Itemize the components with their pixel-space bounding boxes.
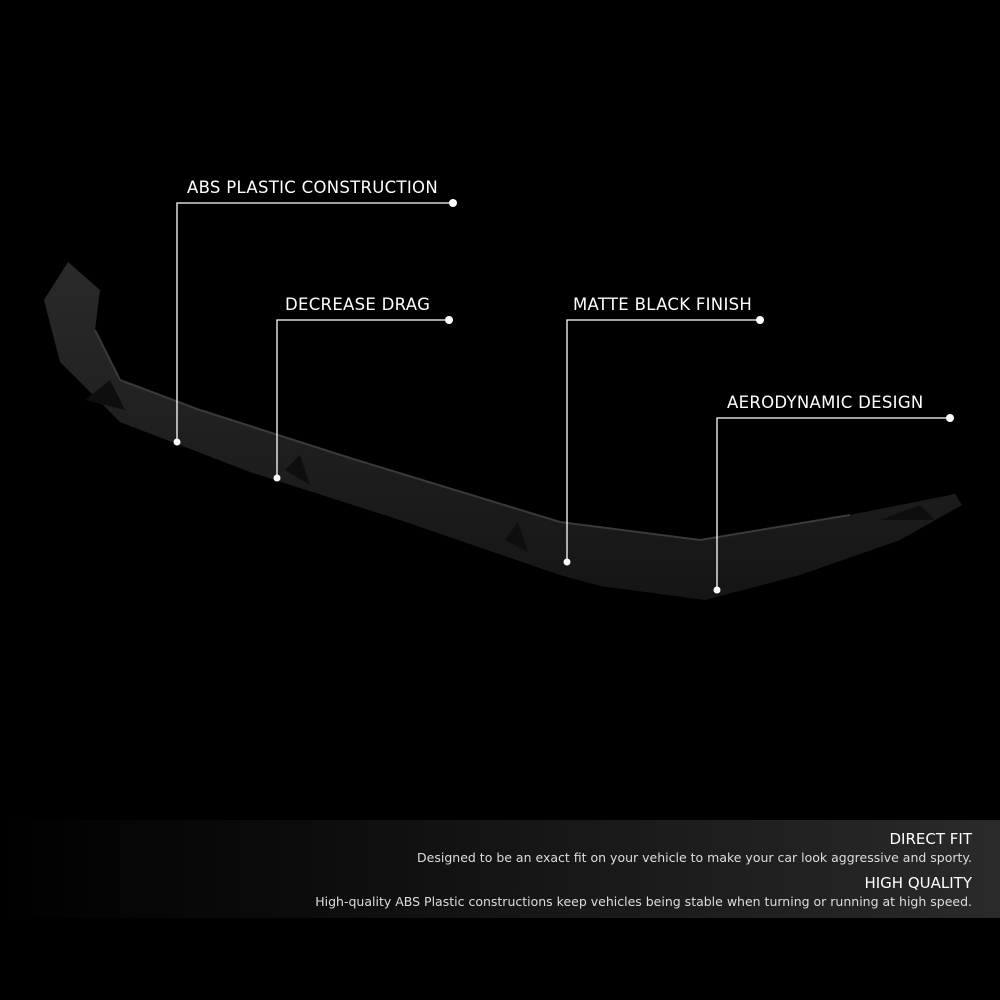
callout-decrease-drag: DECREASE DRAG	[285, 295, 431, 314]
feature-title-high-quality: HIGH QUALITY	[864, 874, 972, 892]
callout-aerodynamic: AERODYNAMIC DESIGN	[727, 393, 924, 412]
feature-desc-direct-fit: Designed to be an exact fit on your vehicle to make your car look aggressive and sporty.	[417, 850, 972, 865]
features-panel	[0, 820, 1000, 918]
feature-desc-high-quality: High-quality ABS Plastic constructions keep vehicles being stable when turning or running at high speed.	[315, 894, 972, 909]
feature-title-direct-fit: DIRECT FIT	[889, 830, 972, 848]
callout-abs-plastic: ABS PLASTIC CONSTRUCTION	[187, 178, 438, 197]
callout-matte-black: MATTE BLACK FINISH	[573, 295, 753, 314]
